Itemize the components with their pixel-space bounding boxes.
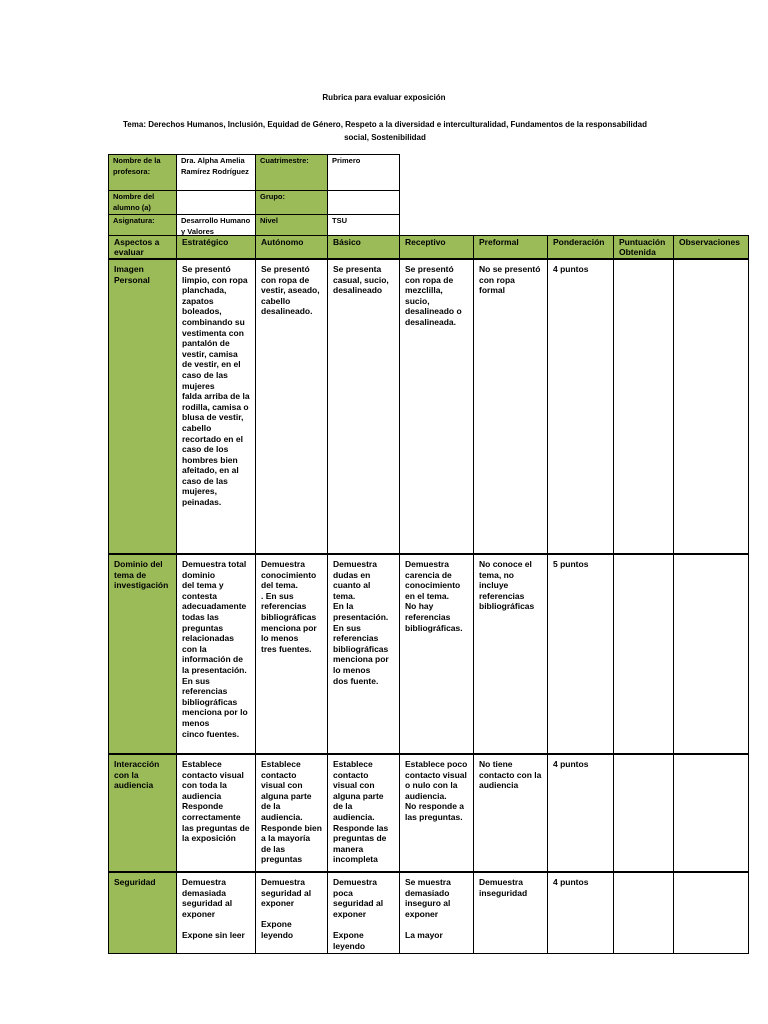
estrategico-cell: Se presentó limpio, con ropa planchada, zapatos boleados, combinando su vestimenta con pantalón de vestir, camisa de vestir, en el caso de las mujeres falda arriba de la rodilla, camisa o blusa de vestir, cabello recortado en el caso de los hombres bien afeitado, en al caso de las mujeres, peinadas. [177, 259, 256, 554]
group-label: Grupo: [256, 191, 328, 215]
preformal-cell: Demuestra inseguridad [474, 872, 548, 954]
aspect-cell: Interacción con la audiencia [109, 754, 177, 872]
observaciones-cell[interactable] [674, 754, 749, 872]
autonomo-cell: Se presentó con ropa de vestir, aseado, cabello desalineado. [256, 259, 328, 554]
preformal-cell: No se presentó con ropa formal [474, 259, 548, 554]
puntuacion-cell[interactable] [614, 872, 674, 954]
table-row [109, 259, 749, 554]
autonomo-cell: Demuestra seguridad al exponer Expone leyendo [256, 872, 328, 954]
puntuacion-cell[interactable] [614, 754, 674, 872]
table-row [109, 554, 749, 754]
table-row [109, 872, 749, 954]
puntuacion-cell[interactable] [614, 554, 674, 754]
student-label: Nombre del alumno (a) [109, 191, 177, 215]
estrategico-cell: Establece contacto visual con toda la audiencia Responde correctamente las preguntas de la exposición [177, 754, 256, 872]
basico-cell: Demuestra poca seguridad al exponer Expone leyendo [328, 872, 400, 954]
info-table [108, 154, 400, 239]
receptivo-cell: Demuestra carencia de conocimiento en el tema. No hay referencias bibliográficas. [400, 554, 474, 754]
observaciones-cell[interactable] [674, 872, 749, 954]
term-label: Cuatrimestre: [256, 155, 328, 191]
rubric-table [108, 235, 749, 954]
estrategico-cell: Demuestra total dominio del tema y contesta adecuadamente todas las preguntas relacionadas con la información de la presentación. En sus referencias bibliográficas menciona por lo menos cinco fuentes. [177, 554, 256, 754]
professor-value: Dra. Alpha Amelia Ramírez Rodríguez [177, 155, 256, 191]
ponderacion-cell: 4 puntos [548, 259, 614, 554]
document-topic: Tema: Derechos Humanos, Inclusión, Equidad de Género, Respeto a la diversidad e interculturalidad, Fundamentos de la responsabilidad social, Sostenibilidad [123, 120, 647, 142]
basico-cell: Demuestra dudas en cuanto al tema. En la presentación. En sus referencias bibliográficas menciona por lo menos dos fuente. [328, 554, 400, 754]
aspect-cell: Seguridad [109, 872, 177, 954]
puntuacion-cell[interactable] [614, 259, 674, 554]
group-value [328, 191, 400, 215]
aspect-cell: Dominio del tema de investigación [109, 554, 177, 754]
ponderacion-cell: 4 puntos [548, 872, 614, 954]
observaciones-cell[interactable] [674, 554, 749, 754]
autonomo-cell: Demuestra conocimiento del tema. . En sus referencias bibliográficas menciona por lo menos tres fuentes. [256, 554, 328, 754]
ponderacion-cell: 5 puntos [548, 554, 614, 754]
subject-label: Asignatura: [109, 215, 177, 239]
student-value [177, 191, 256, 215]
receptivo-cell: Establece poco contacto visual o nulo con la audiencia. No responde a las preguntas. [400, 754, 474, 872]
header-autonomo: Autónomo [256, 236, 328, 260]
receptivo-cell: Se muestra demasiado inseguro al exponer La mayor [400, 872, 474, 954]
header-receptivo: Receptivo [400, 236, 474, 260]
professor-label: Nombre de la profesora: [109, 155, 177, 191]
document-title: Rubrica para evaluar exposición [322, 93, 446, 102]
preformal-cell: No conoce el tema, no incluye referencias bibliográficas [474, 554, 548, 754]
observaciones-cell[interactable] [674, 259, 749, 554]
header-ponderacion: Ponderación [548, 236, 614, 260]
table-row [109, 754, 749, 872]
receptivo-cell: Se presentó con ropa de mezclilla, sucio, desalineado o desalineada. [400, 259, 474, 554]
preformal-cell: No tiene contacto con la audiencia [474, 754, 548, 872]
header-observaciones: Observaciones [674, 236, 749, 260]
level-label: Nivel [256, 215, 328, 239]
rubric-header-row [109, 236, 749, 260]
header-preformal: Preformal [474, 236, 548, 260]
basico-cell: Se presenta casual, sucio, desalineado [328, 259, 400, 554]
estrategico-cell: Demuestra demasiada seguridad al exponer Expone sin leer [177, 872, 256, 954]
autonomo-cell: Establece contacto visual con alguna parte de la audiencia. Responde bien a la mayoría de las preguntas [256, 754, 328, 872]
header-aspects: Aspectos a evaluar [109, 236, 177, 260]
ponderacion-cell: 4 puntos [548, 754, 614, 872]
subject-value: Desarrollo Humano y Valores [177, 215, 256, 239]
aspect-cell: Imagen Personal [109, 259, 177, 554]
header-estrategico: Estratégico [177, 236, 256, 260]
header-puntuacion: Puntuación Obtenida [614, 236, 674, 260]
header-basico: Básico [328, 236, 400, 260]
term-value: Primero [328, 155, 400, 191]
level-value: TSU [328, 215, 400, 239]
basico-cell: Establece contacto visual con alguna parte de la audiencia. Responde las preguntas de manera incompleta [328, 754, 400, 872]
